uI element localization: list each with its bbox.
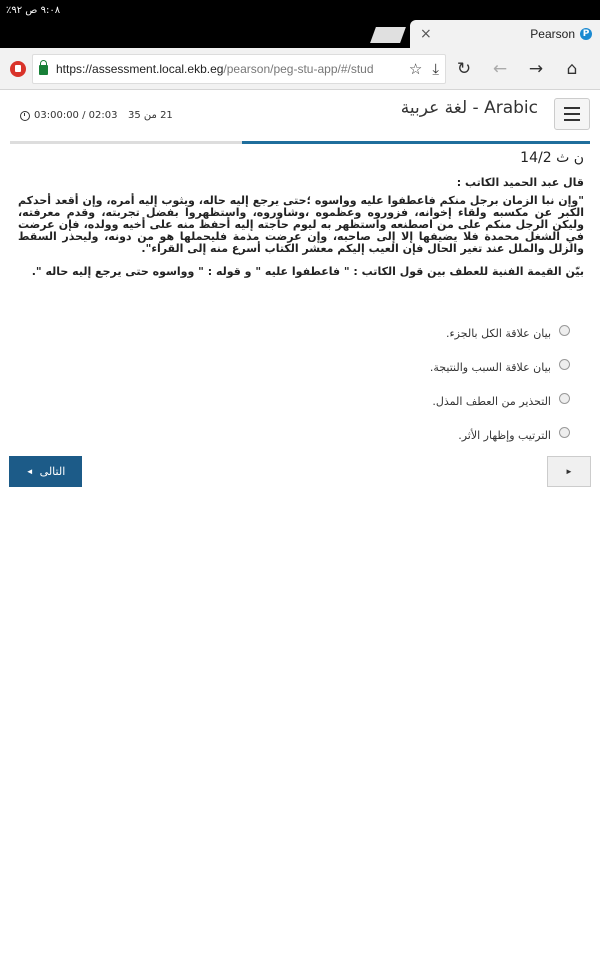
nav-icons [446,59,590,79]
hamburger-menu-button[interactable] [554,98,590,130]
subject-title: Arabic - لغة عربية [400,98,538,118]
question-content [18,150,584,278]
question-counter: 21 من 35 [128,110,173,121]
url-path: /pearson/peg-stu-app/#/stud [223,61,374,76]
url-text [56,62,374,76]
url-field[interactable] [32,54,446,84]
back-arrow-icon[interactable]: ← [492,58,508,79]
option-label: بيان علاقة السبب والنتيجة. [429,360,551,374]
bookmark-star-icon[interactable]: ☆ [408,59,423,78]
radio-button[interactable] [559,393,570,404]
timer [20,110,117,121]
menu-line-icon [564,107,580,109]
next-button-label: التالى [39,466,66,478]
tab-title: Pearson [530,27,575,41]
app-header [0,90,600,140]
url-host: https://assessment.local.ekb.eg [56,61,224,76]
site-info-icon[interactable] [10,61,26,77]
browser-tab[interactable] [410,20,600,48]
passage-text: "وإن نبا الزمان برجل منكم فاعطفوا عليه وواسوه ؛حتى يرجع إليه حاله، ويثوب إليه أمره، وإن أقعد أحدكم الكبر عن مكسبه ولقاء إخوانه، فزوروه وعظموه ،وشاوروه، واستظهروا بفضل تجربته، وقدم معرفته، وليكن الرجل منكم على من اصطنعه واستظهر به ليوم حاجته إليه أحفظ منه على أخيه وولده، فإن عرضت في الشغل محمدة فلا يضيفها إلا إلى صاحبه، وإن عرضت مذمة فليحملها هو من دونه، وليحذر السقط والزلل والملل عند تغير الحال فإن العيب إليكم معشر الكتاب أسرع منه إلى القراء". [18,194,584,255]
right-arrow-icon: ► [565,467,573,476]
left-arrow-icon: ◄ [25,467,34,476]
new-tab-shape[interactable] [370,27,406,43]
status-bar-text: ٩:٠٨ ص ٩٢٪ [6,4,61,16]
lock-icon [39,65,48,75]
reload-icon[interactable]: ↻ [456,58,472,79]
status-bar [0,0,600,20]
answer-option[interactable] [270,316,570,350]
question-number: ن ث 14/2 [520,150,584,166]
question-prompt: بيّن القيمة الفنية للعطف بين قول الكاتب : " فاعطفوا عليه " و قوله : " وواسوه حتى يرجع إليه حاله ". [31,265,584,278]
radio-button[interactable] [559,427,570,438]
next-button[interactable] [9,456,82,487]
tab-close-icon[interactable]: × [420,26,432,42]
menu-line-icon [564,113,580,115]
option-label: بيان علاقة الكل بالجزء. [446,326,551,340]
option-label: التحذير من العطف المذل. [432,394,551,408]
passage-intro: قال عبد الحميد الكاتب : [456,176,584,189]
answer-option[interactable] [270,350,570,384]
previous-button[interactable] [547,456,591,487]
answer-options [270,316,570,452]
radio-button[interactable] [559,359,570,370]
address-bar [0,48,600,90]
answer-option[interactable] [270,418,570,452]
radio-button[interactable] [559,325,570,336]
menu-line-icon [564,119,580,121]
answer-option[interactable] [270,384,570,418]
option-label: الترتيب وإظهار الأثر. [458,428,551,442]
progress-fill [242,141,590,144]
download-icon[interactable]: ⤓ [432,59,439,78]
timer-text: 03:00:00 / 02:03 [34,110,118,121]
forward-arrow-icon[interactable]: → [528,58,544,79]
url-actions [399,60,445,78]
home-icon[interactable]: ⌂ [566,58,578,79]
pearson-favicon-icon: P [580,28,592,40]
clock-icon [20,111,30,121]
